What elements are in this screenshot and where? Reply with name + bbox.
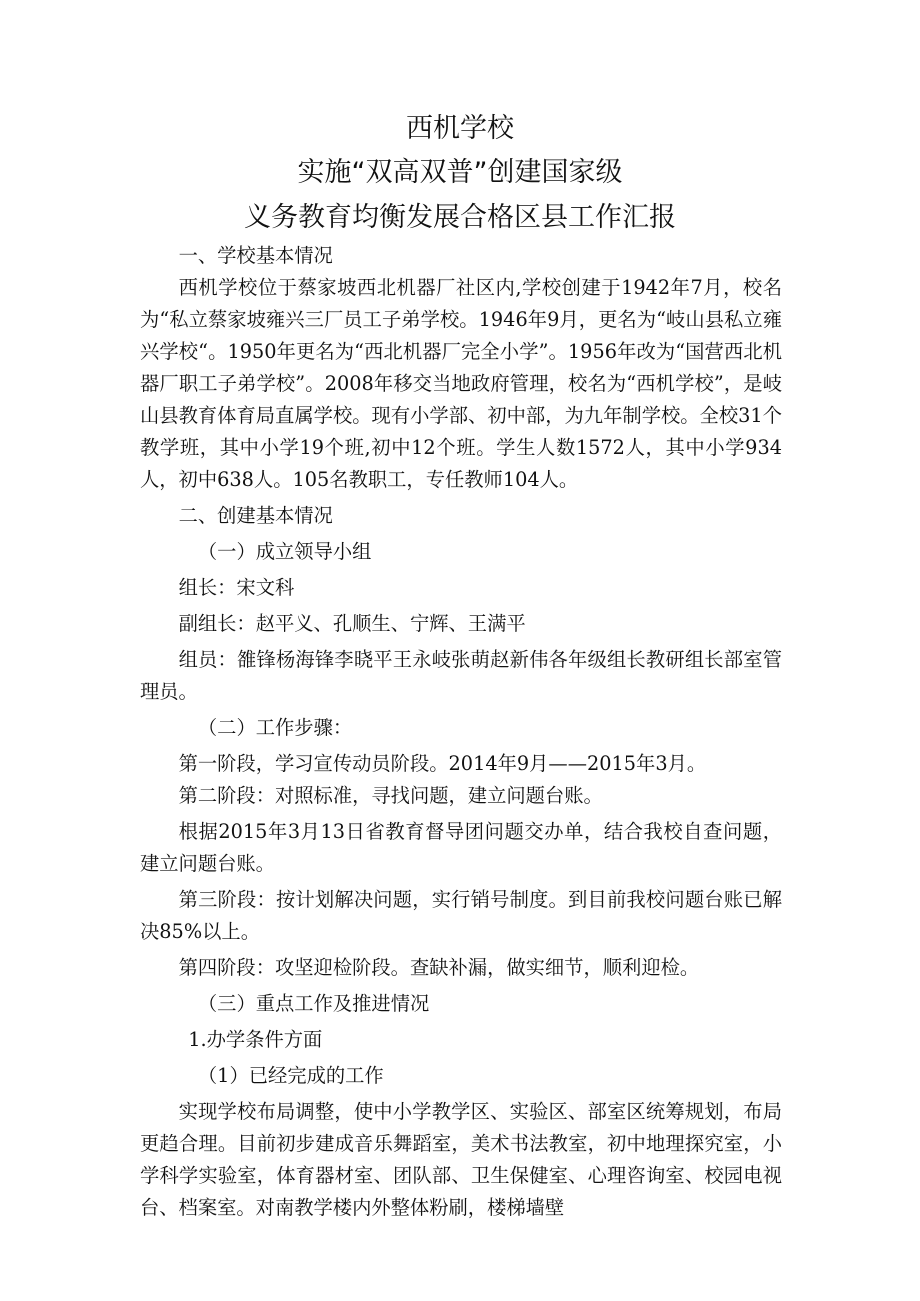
paragraph-stage-four: 第四阶段：攻坚迎检阶段。查缺补漏，做实细节，顺利迎检。	[178, 956, 700, 979]
paragraph-stage-one: 第一阶段，学习宣传动员阶段。2014年9月——2015年3月。	[178, 752, 707, 775]
paragraph-group-leader: 组长：宋文科	[178, 576, 295, 599]
paragraph-completed-work: 实现学校布局调整，使中小学教学区、实验区、部室区统筹规划，布局更趋合理。目前初步建成音乐舞蹈室，美术书法教室，初中地理探究室，小学科学实验室，体育器材室、团队部、卫生保健室、心理咨询室、校园电视台、档案室。对南教学楼内外整体粉刷，楼梯墙壁	[140, 1100, 782, 1219]
subheading-completed-work: （1）已经完成的工作	[197, 1064, 384, 1087]
paragraph-deputy-leaders: 副组长：赵平义、孔顺生、宁辉、王满平	[178, 612, 526, 635]
document-body	[140, 240, 782, 1224]
paragraph-group-members: 组员：雒锋杨海锋李晓平王永岐张萌赵新伟各年级组长教研组长部室管理员。	[140, 648, 782, 703]
paragraph-problem-ledger: 根据2015年3月13日省教育督导团问题交办单，结合我校自查问题，建立问题台账。	[140, 820, 782, 875]
section-heading-creation: 二、创建基本情况	[178, 504, 333, 527]
paragraph-stage-three: 第三阶段：按计划解决问题，实行销号制度。到目前我校问题台账已解决85%以上。	[140, 888, 782, 943]
paragraph-school-history: 西机学校位于蔡家坡西北机器厂社区内,学校创建于1942年7月，校名为“私立蔡家坡雍兴三厂员工子弟学校。1946年9月，更名为“岐山县私立雍兴学校“。1950年更名为“西北机器厂完全小学”。1956年改为“国营西北机器厂职工子弟学校”。2008年移交当地政府管理，校名为“西机学校”，是岐山县教育体育局直属学校。现有小学部、初中部，为九年制学校。全校31个教学班，其中小学19个班,初中12个班。学生人数1572人，其中小学934人，初中638人。105名教职工，专任教师104人。	[140, 276, 782, 491]
document-subtitle-line-1: 实施“双高双普”创建国家级	[297, 157, 623, 188]
subheading-key-work: （三）重点工作及推进情况	[197, 992, 430, 1015]
document-title: 西机学校	[406, 113, 514, 144]
document-subtitle-line-2: 义务教育均衡发展合格区县工作汇报	[244, 202, 676, 233]
subheading-school-conditions: 1.办学条件方面	[188, 1028, 323, 1051]
paragraph-stage-two: 第二阶段：对照标准，寻找问题，建立问题台账。	[178, 784, 603, 807]
section-heading-basic-info: 一、学校基本情况	[178, 244, 333, 267]
subheading-leadership-group: （一）成立领导小组	[197, 540, 372, 563]
subheading-work-steps: （二）工作步骤：	[197, 716, 353, 739]
